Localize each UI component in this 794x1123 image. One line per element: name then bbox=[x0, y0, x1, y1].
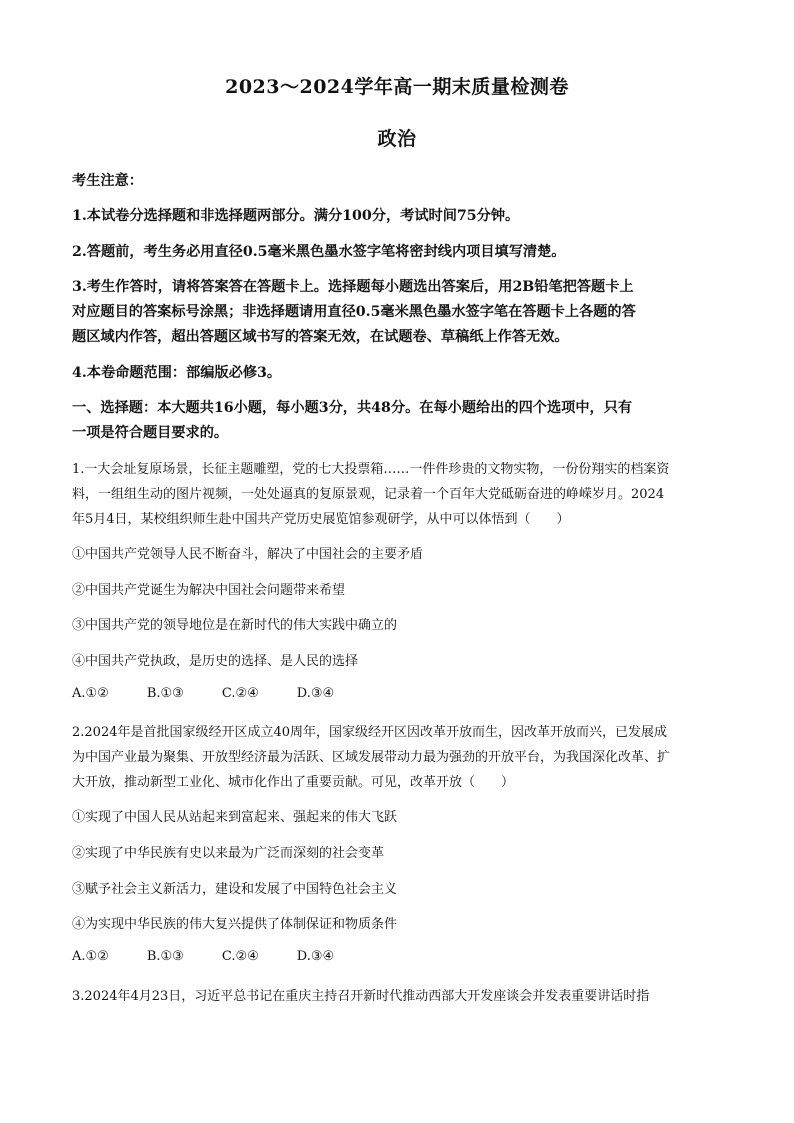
section-1-line-1: 一、选择题：本大题共16小题，每小题3分，共48分。在每小题给出的四个选项中，只有 bbox=[72, 400, 633, 416]
q2-stem-line-1: 2.2024年是首批国家级经开区成立40周年，国家级经开区因改革开放而生，因改革开放而兴，已发展成 bbox=[72, 725, 668, 740]
q2-stem-line-3: 大开放，推动新型工业化、城市化作出了重要贡献。可见，改革开放（ ） bbox=[72, 775, 515, 790]
notice-item-3-line-3: 题区域内作答，超出答题区域书写的答案无效，在试题卷、草稿纸上作答无效。 bbox=[72, 329, 569, 345]
q1-statement-2: ②中国共产党诞生为解决中国社会问题带来希望 bbox=[72, 583, 346, 598]
q1-option-a[interactable]: A.①② bbox=[72, 686, 109, 701]
subject-title: 政治 bbox=[377, 128, 417, 150]
exam-title: 2023～2024学年高一期末质量检测卷 bbox=[225, 76, 569, 98]
q2-statement-4: ④为实现中华民族的伟大复兴提供了体制保证和物质条件 bbox=[72, 917, 398, 932]
q2-option-d[interactable]: D.③④ bbox=[296, 949, 335, 964]
q2-statement-1: ①实现了中国人民从站起来到富起来、强起来的伟大飞跃 bbox=[72, 810, 398, 825]
q1-statement-3: ③中国共产党的领导地位是在新时代的伟大实践中确立的 bbox=[72, 618, 398, 633]
q1-option-c[interactable]: C.②④ bbox=[221, 686, 259, 701]
q1-stem-line-1: 1.一大会址复原场景，长征主题雕塑，党的七大投票箱……一件件珍贵的文物实物，一份份翔实的档案资 bbox=[72, 462, 670, 477]
q1-options bbox=[72, 686, 732, 701]
q1-statement-1: ①中国共产党领导人民不断奋斗，解决了中国社会的主要矛盾 bbox=[72, 547, 424, 562]
q2-option-c[interactable]: C.②④ bbox=[221, 949, 259, 964]
notice-item-4: 4.本卷命题范围：部编版必修3。 bbox=[72, 365, 282, 381]
q1-stem-line-3: 年5月4日，某校组织师生赴中国共产党历史展览馆参观研学，从中可以体悟到（ ） bbox=[72, 512, 570, 527]
q3-stem-line-1: 3.2024年4月23日，习近平总书记在重庆主持召开新时代推动西部大开发座谈会并发表重要讲话时指 bbox=[72, 989, 650, 1004]
q2-options bbox=[72, 949, 732, 964]
notice-heading: 考生注意： bbox=[72, 173, 143, 189]
q1-stem-line-2: 料，一组组生动的图片视频，一处处逼真的复原景观，记录着一个百年大党砥砺奋进的峥嵘岁月。2024 bbox=[72, 487, 665, 502]
notice-item-2: 2.答题前，考生务必用直径0.5毫米黑色墨水签字笔将密封线内项目填写清楚。 bbox=[72, 244, 566, 260]
q1-option-d[interactable]: D.③④ bbox=[296, 686, 335, 701]
q2-stem-line-2: 为中国产业最为聚集、开放型经济最为活跃、区域发展带动力最为强劲的开放平台，为我国深化改革、扩 bbox=[72, 750, 671, 765]
section-1-line-2: 一项是符合题目要求的。 bbox=[72, 425, 229, 441]
q1-statement-4: ④中国共产党执政，是历史的选择、是人民的选择 bbox=[72, 654, 359, 669]
q1-option-b[interactable]: B.①③ bbox=[146, 686, 184, 701]
q2-statement-3: ③赋予社会主义新活力，建设和发展了中国特色社会主义 bbox=[72, 882, 398, 897]
q2-option-a[interactable]: A.①② bbox=[72, 949, 109, 964]
notice-item-3-line-2: 对应题目的答案标号涂黑；非选择题请用直径0.5毫米黑色墨水签字笔在答题卡上各题的答 bbox=[72, 304, 636, 320]
notice-item-1: 1.本试卷分选择题和非选择题两部分。满分100分，考试时间75分钟。 bbox=[72, 208, 520, 224]
notice-item-3-line-1: 3.考生作答时，请将答案答在答题卡上。选择题每小题选出答案后，用2B铅笔把答题卡上 bbox=[72, 279, 634, 295]
q2-option-b[interactable]: B.①③ bbox=[146, 949, 184, 964]
q2-statement-2: ②实现了中华民族有史以来最为广泛而深刻的社会变革 bbox=[72, 846, 385, 861]
